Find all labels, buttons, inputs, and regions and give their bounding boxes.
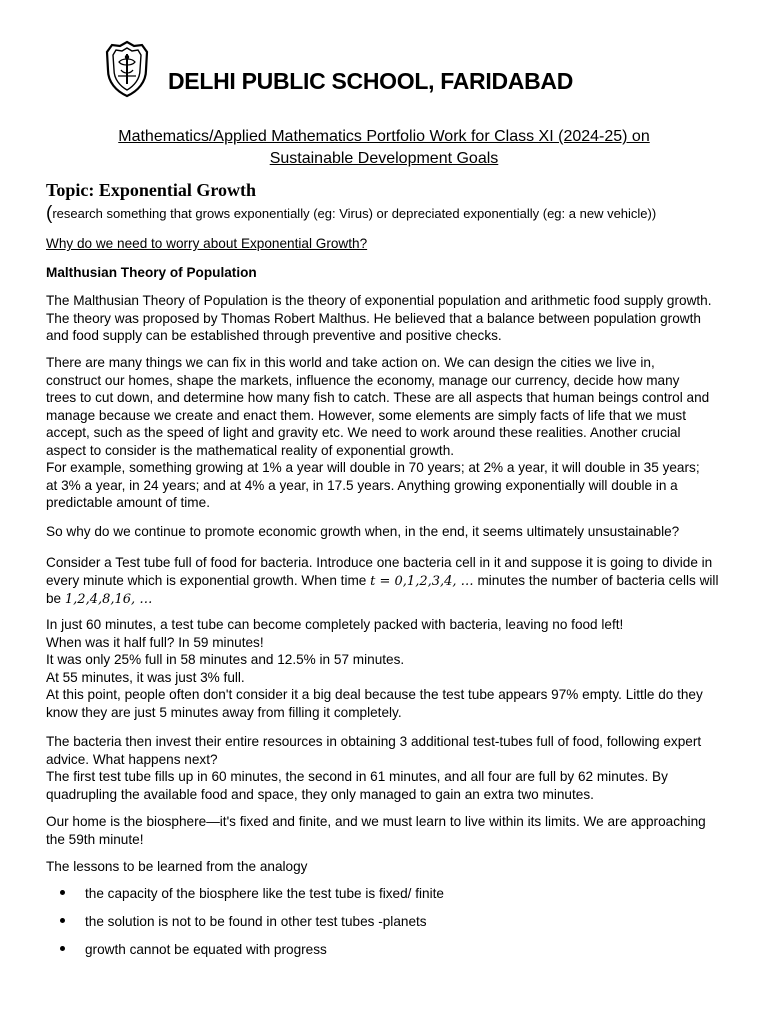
text-line: When was it half full? In 59 minutes! xyxy=(46,634,264,650)
bullet-icon xyxy=(60,946,65,951)
section-heading: Malthusian Theory of Population xyxy=(46,265,257,280)
text-line: trees to cut down, and determine how many fish to catch. These are all aspects that human beings control and xyxy=(46,390,710,405)
text-line: At this point, people often don't consider it a big deal because the test tube appears 97% empty. Little do they xyxy=(46,687,703,702)
bullet-icon xyxy=(60,890,65,895)
biosphere-paragraph xyxy=(46,813,736,848)
list-item-text: the solution is not to be found in other test tubes -planets xyxy=(85,914,427,929)
test-tube-paragraph xyxy=(46,554,736,609)
text-line: At 55 minutes, it was just 3% full. xyxy=(46,669,245,685)
subtitle-line-2: Sustainable Development Goals xyxy=(269,150,499,167)
text-line: Our home is the biosphere—it's fixed and finite, and we must learn to live within its limits. We are approaching xyxy=(46,814,706,829)
text-line: The bacteria then invest their entire resources in obtaining 3 additional test-tubes full of food, following expert xyxy=(46,734,702,749)
question-heading: Why do we need to worry about Exponential Growth? xyxy=(46,236,368,251)
list-item-text: the capacity of the biosphere like the test tube is fixed/ finite xyxy=(85,886,444,901)
portfolio-subtitle xyxy=(40,126,728,170)
lessons-intro: The lessons to be learned from the analogy xyxy=(46,859,308,874)
text-line: manage because we create and enact them. However, some elements are simply facts of life that we must xyxy=(46,407,686,423)
text-line xyxy=(46,590,736,609)
text-line: the 59th minute! xyxy=(46,831,144,847)
text-line: construct our homes, shape the markets, influence the economy, manage our currency, decide how many xyxy=(46,372,680,388)
text-line: accept, such as the speed of light and gravity etc. We need to work around these realities. Another crucial xyxy=(46,425,681,440)
text-line: There are many things we can fix in this world and take action on. We can design the cities we live in, xyxy=(46,355,655,370)
text-line: aspect to consider is the mathematical reality of exponential growth. xyxy=(46,442,455,458)
text-line: at 3% a year, in 24 years; and at 4% a year, in 17.5 years. Anything growing exponentially will double in a xyxy=(46,477,678,493)
text-fragment: minutes the number of bacteria cells will xyxy=(473,572,719,588)
research-instruction xyxy=(46,203,656,225)
text-line: predictable amount of time. xyxy=(46,495,210,510)
text-line: The first test tube fills up in 60 minutes, the second in 61 minutes, and all four are full by 62 minutes. By xyxy=(46,769,668,784)
text-fragment: be xyxy=(46,591,65,606)
text-fragment: every minute which is exponential growth. When time xyxy=(46,572,371,588)
text-line: and food supply can be established through preventive and positive checks. xyxy=(46,328,502,343)
sixty-minutes-paragraph xyxy=(46,616,736,721)
text-line: It was only 25% full in 58 minutes and 12.5% in 57 minutes. xyxy=(46,652,405,667)
text-line: advice. What happens next? xyxy=(46,751,218,767)
list-item xyxy=(60,942,327,957)
research-text: research something that grows exponentially (eg: Virus) or depreciated exponentially (eg: a new vehicle)) xyxy=(52,206,657,221)
topic-heading: Topic: Exponential Growth xyxy=(46,180,257,200)
list-item xyxy=(60,886,444,901)
text-line: The Malthusian Theory of Population is the theory of exponential population and arithmetic food supply growth. xyxy=(46,293,712,308)
fix-things-paragraph xyxy=(46,354,736,512)
school-header xyxy=(104,40,724,100)
list-item-text: growth cannot be equated with progress xyxy=(85,942,327,957)
text-line: The theory was proposed by Thomas Robert Malthus. He believed that a balance between population growth xyxy=(46,310,701,326)
text-line: quadrupling the available food and space, they only managed to gain an extra two minutes. xyxy=(46,786,594,802)
text-line: Consider a Test tube full of food for bacteria. Introduce one bacteria cell in it and suppose it is going to divide in xyxy=(46,555,713,570)
research-open-paren: ( xyxy=(46,203,53,224)
text-line xyxy=(46,572,736,591)
bullet-icon xyxy=(60,918,65,923)
cells-sequence-math: 1,2,4,8,16, … xyxy=(64,592,153,607)
time-sequence-math: t = 0,1,2,3,4, … xyxy=(370,573,474,589)
text-line: know they are just 5 minutes away from filling it completely. xyxy=(46,704,402,720)
text-line: In just 60 minutes, a test tube can become completely packed with bacteria, leaving no food left! xyxy=(46,617,624,632)
why-continue-paragraph: So why do we continue to promote economic growth when, in the end, it seems ultimately unsustainable? xyxy=(46,524,680,539)
text-line: For example, something growing at 1% a year will double in 70 years; at 2% a year, it will double in 35 years; xyxy=(46,460,700,475)
school-name: DELHI PUBLIC SCHOOL, FARIDABAD xyxy=(168,68,574,94)
subtitle-line-1: Mathematics/Applied Mathematics Portfolio Work for Class XI (2024-25) on xyxy=(118,128,650,145)
invest-paragraph xyxy=(46,733,736,803)
malthus-paragraph xyxy=(46,292,736,345)
school-crest-logo xyxy=(104,40,150,98)
list-item xyxy=(60,914,427,929)
